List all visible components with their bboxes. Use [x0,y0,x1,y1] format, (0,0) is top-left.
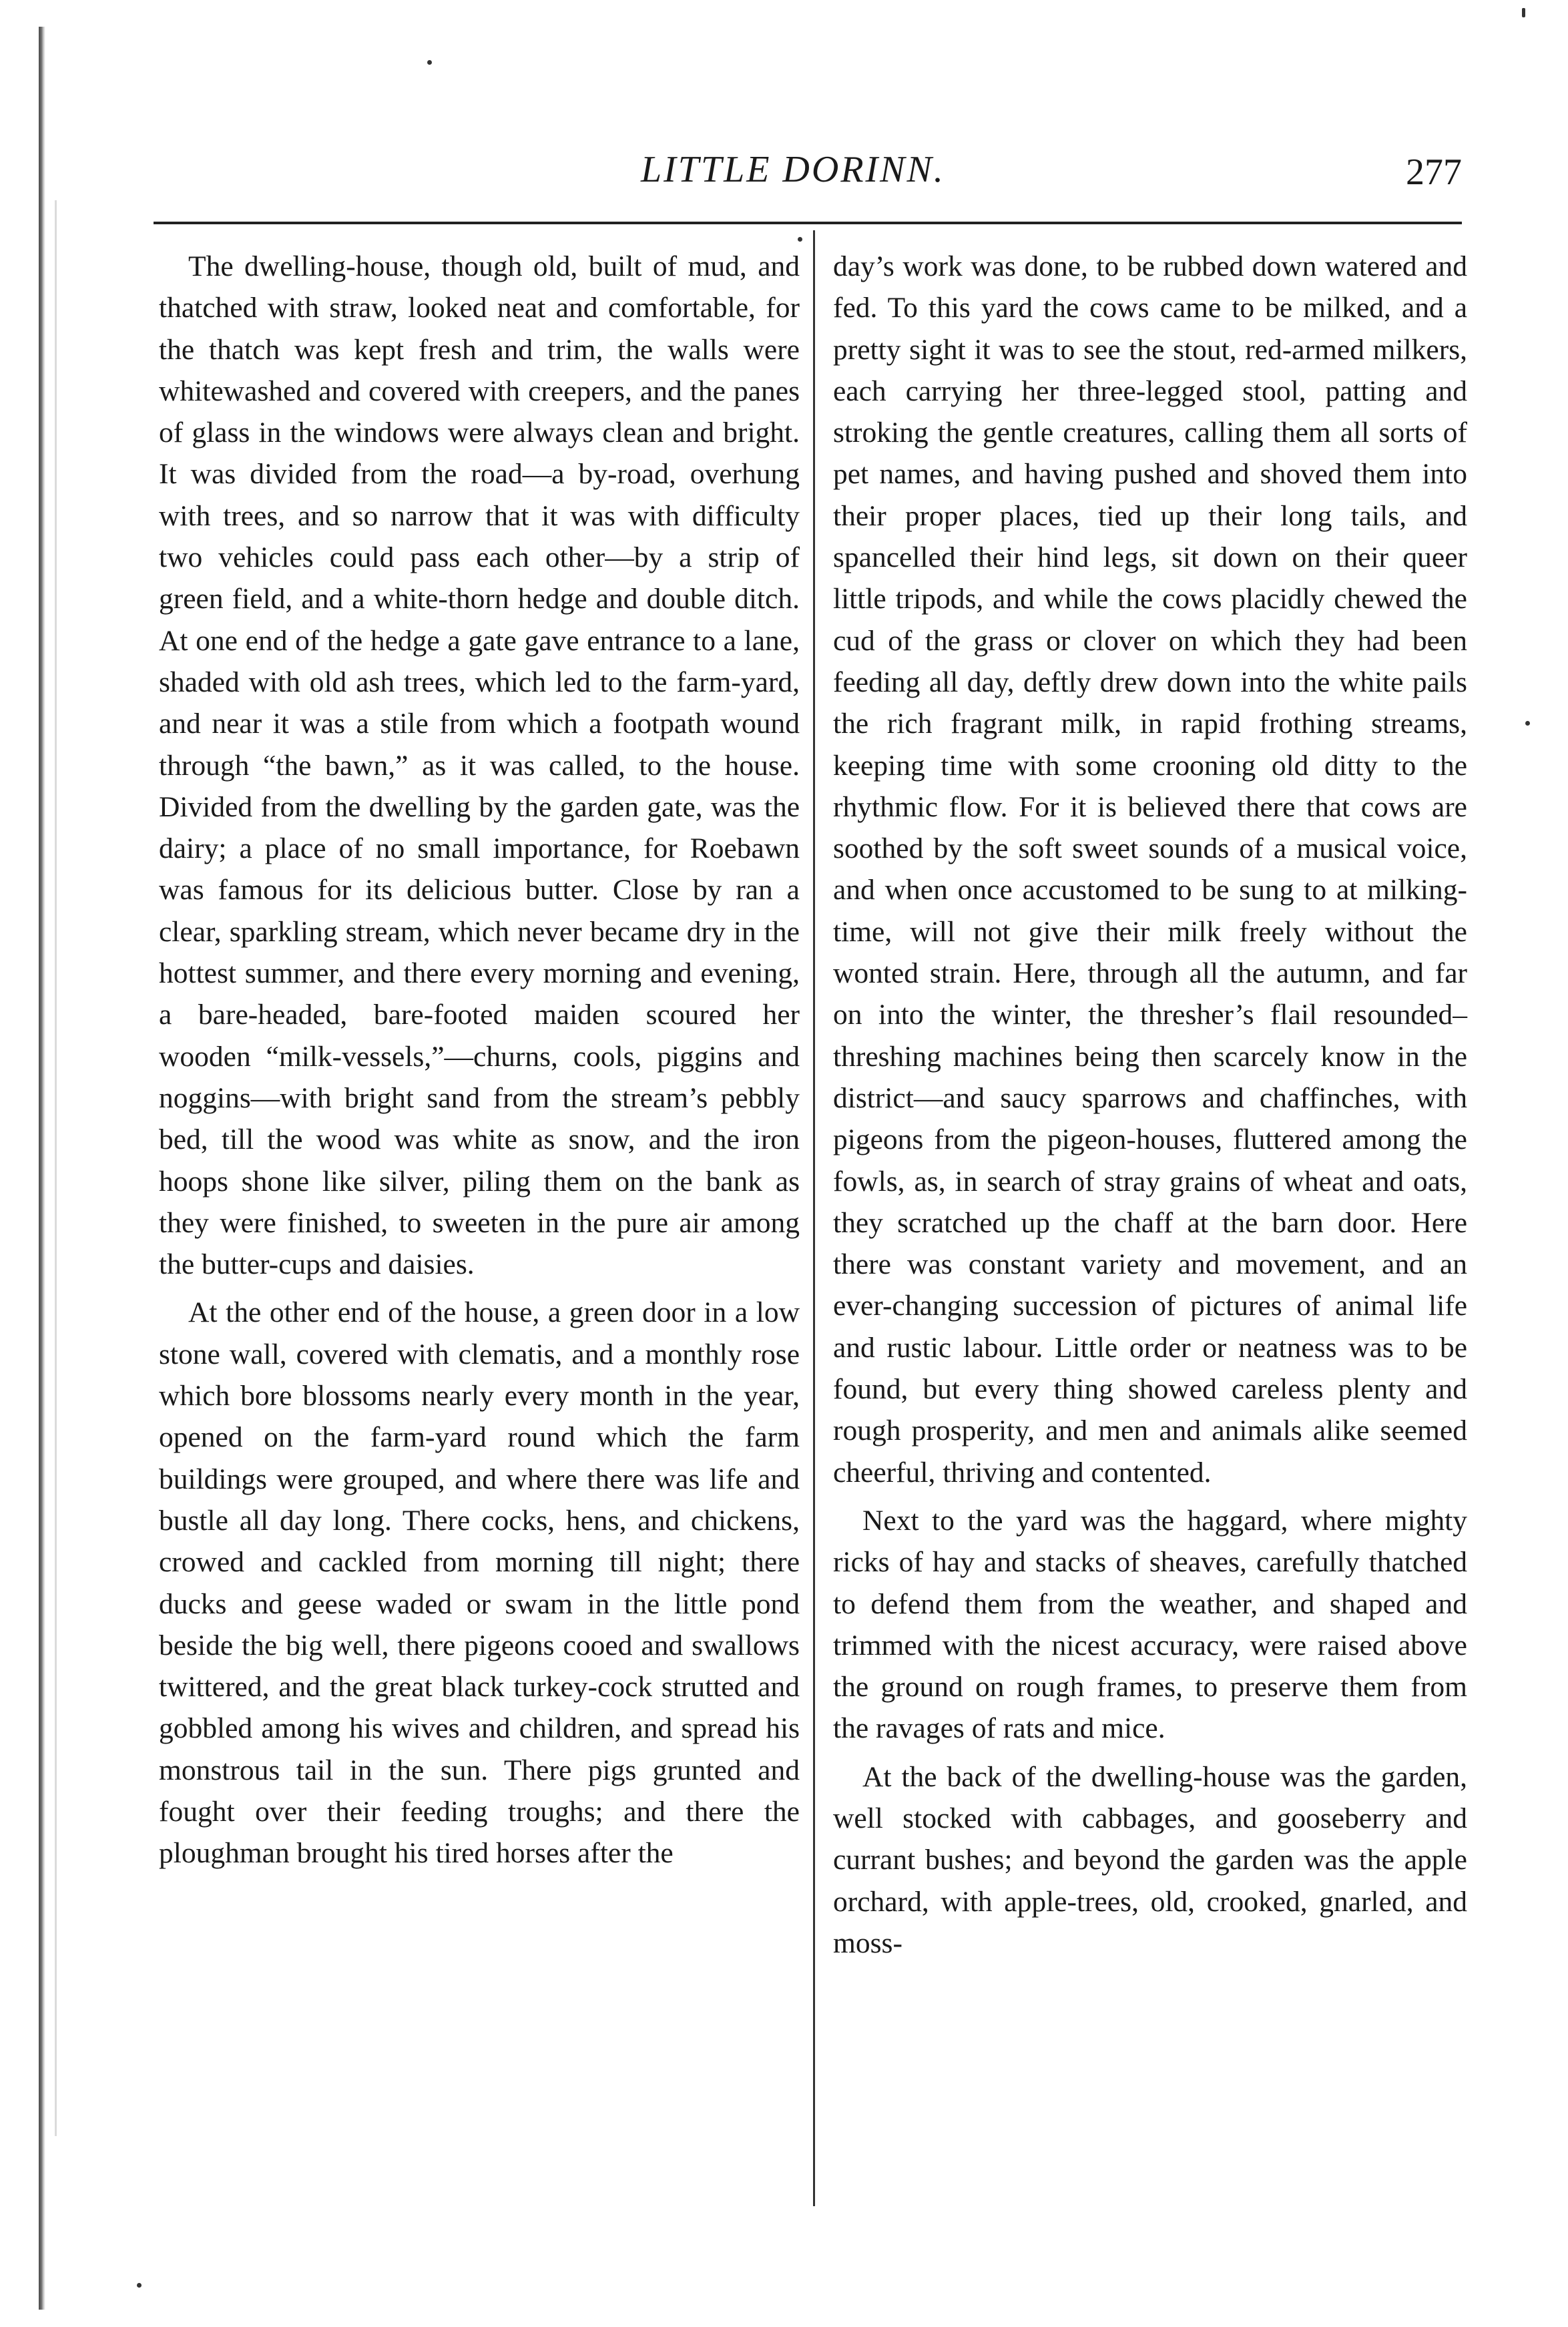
paragraph: day’s work was done, to be rubbed down watered and fed. To this yard the cows came to be milked, and a pretty sight it was to see the stout, red-armed milkers, each carrying her three-legged stool, patting and stroking the gentle creatures, calling them all sorts of pet names, and having pushed and shoved them into their proper places, tied up their long tails, and spancelled their hind legs, sit down on their queer little tripods, and while the cows placidly chewed the cud of the grass or clover on which they had been feeding all day, deftly drew down into the white pails the rich fragrant milk, in rapid frothing streams, keeping time with some crooning old ditty to the rhythmic flow. For it is believed there that cows are soothed by the soft sweet sounds of a musical voice, and when once accustomed to be sung to at milking-time, will not give their milk freely without the wonted strain. Here, through all the autumn, and far on into the winter, the thresher’s flail resounded–threshing machines being then scarcely know in the district—and saucy sparrows and chaffinches, with pigeons from the pigeon-houses, fluttered among the fowls, as, in search of stray grains of wheat and oats, they scratched up the chaff at the barn door. Here there was constant variety and movement, and an ever-changing succession of pictures of animal life and rustic labour. Little order or neatness was to be found, but every thing showed careless plenty and rough prosperity, and men and animals alike seemed cheerful, thriving and contented. [833,250,1467,1489]
left-column [159,246,800,1874]
header-rule [154,222,1462,224]
print-speck [798,237,802,242]
page-binding-shadow-faint [55,200,57,2136]
print-speck [1525,721,1530,726]
paragraph: At the back of the dwelling-house was the garden, well stocked with cabbages, and gooseberry and currant bushes; and beyond the garden was the apple orchard, with apple-trees, old, crooked, gnarled, and moss- [833,1760,1467,1959]
print-speck [427,60,432,65]
running-title: LITTLE DORINN. [641,149,945,190]
paragraph: At the other end of the house, a green door in a low stone wall, covered with clematis, and a monthly rose which bore blossoms nearly every month in the year, opened on the farm-yard round which the farm buildings were grouped, and where there was life and bustle all day long. There cocks, hens, and chickens, crowed and cackled from morning till night; there ducks and geese waded or swam in the little pond beside the big well, there pigeons cooed and swallows twittered, and the great black turkey-cock strutted and gobbled among his wives and children, and spread his monstrous tail in the sun. There pigs grunted and fought over their feeding troughs; and there the ploughman brought his tired horses after the [159,1296,800,1870]
paragraph: Next to the yard was the haggard, where mighty ricks of hay and stacks of sheaves, carefully thatched to defend them from the weather, and shaped and trimmed with the nicest accuracy, were raised above the ground on rough frames, to preserve them from the ravages of rats and mice. [833,1504,1467,1745]
page-binding-shadow [39,27,45,2310]
paragraph: The dwelling-house, though old, built of mud, and thatched with straw, looked neat and comfortable, for the thatch was kept fresh and trim, the walls were whitewashed and covered with creepers, and the panes of glass in the windows were always clean and bright. It was divided from the road—a by-road, overhung with trees, and so narrow that it was with difficulty two vehicles could pass each other—by a strip of green field, and a white-thorn hedge and double ditch. At one end of the hedge a gate gave entrance to a lane, shaded with old ash trees, which led to the farm-yard, and near it was a stile from which a footpath wound through “the bawn,” as it was called, to the house. Divided from the dwelling by the garden gate, was the dairy; a place of no small importance, for Roebawn was famous for its delicious butter. Close by ran a clear, sparkling stream, which never became dry in the hottest summer, and there every morning and evening, a bare-headed, bare-footed maiden scoured her wooden “milk-vessels,”—churns, cools, piggins and noggins—with bright sand from the stream’s pebbly bed, till the wood was white as snow, and the iron hoops shone like silver, piling them on the bank as they were finished, to sweeten in the pure air among the butter-cups and daisies. [159,250,800,1281]
print-speck [137,2283,142,2288]
page-header [154,148,1462,208]
page-number: 277 [1406,152,1462,193]
print-speck [1522,8,1525,17]
right-column [833,246,1467,1964]
column-divider [813,230,815,2206]
